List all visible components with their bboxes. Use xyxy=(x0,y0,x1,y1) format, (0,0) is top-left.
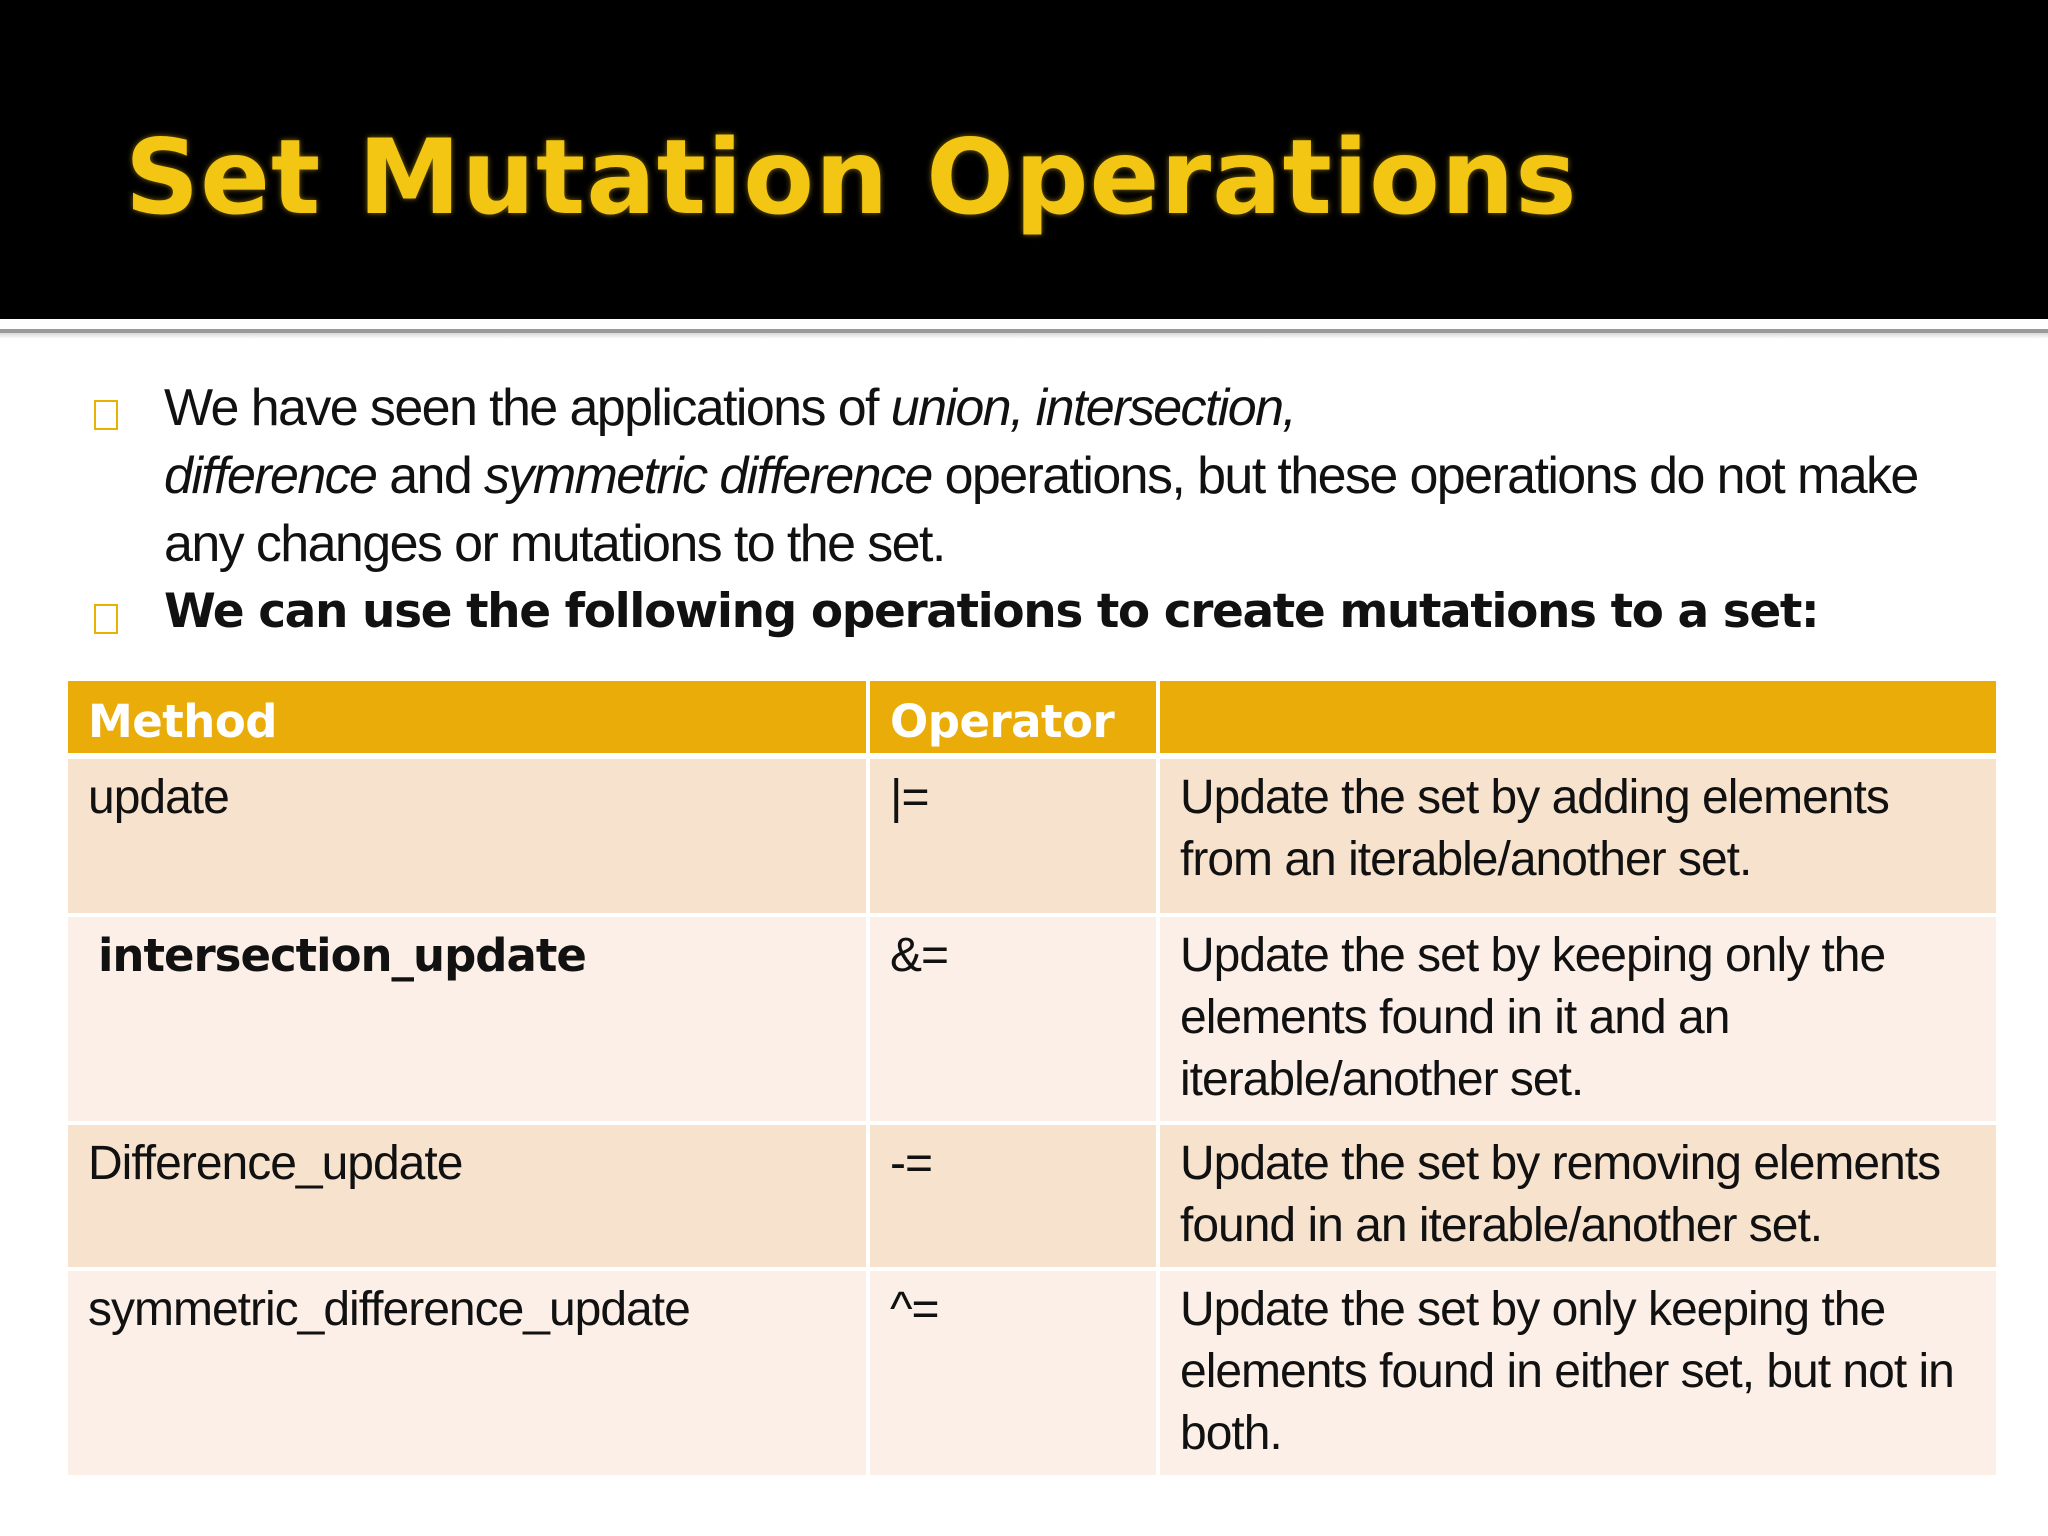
method-cell: update xyxy=(68,759,866,917)
title-bar xyxy=(0,0,2048,319)
bullet-text: and xyxy=(376,447,485,505)
title-divider-shadow xyxy=(0,333,2048,339)
bullet-item-intro xyxy=(92,374,1992,578)
mutation-operations-table xyxy=(68,681,1996,1479)
bullet-italic-difference: difference xyxy=(164,447,377,505)
bullet-italic-union-intersection: union, intersection, xyxy=(890,379,1296,437)
bullet-text: We can use the following operations to create mutations to a set: xyxy=(164,584,1819,639)
table-header-row xyxy=(68,681,1996,759)
bullet-text: operations, but these operations do not make any changes or mutations to the set. xyxy=(164,447,1918,573)
bullet-italic-symmetric-difference: symmetric difference xyxy=(484,447,932,505)
table-row xyxy=(68,1125,1996,1271)
description-cell: Update the set by adding elements from an iterable/another set. xyxy=(1156,759,1996,917)
description-cell: Update the set by keeping only the elements found in it and an iterable/another set. xyxy=(1156,917,1996,1125)
header-description xyxy=(1156,681,1996,759)
operator-cell: |= xyxy=(866,759,1156,917)
operator-cell: &= xyxy=(866,917,1156,1125)
header-operator: Operator xyxy=(866,681,1156,759)
bullet-list xyxy=(92,374,1992,646)
operator-cell: -= xyxy=(866,1125,1156,1271)
description-cell: Update the set by removing elements found in an iterable/another set. xyxy=(1156,1125,1996,1271)
operator-cell: ^= xyxy=(866,1271,1156,1479)
table-row xyxy=(68,917,1996,1125)
description-cell: Update the set by only keeping the elements found in either set, but not in both. xyxy=(1156,1271,1996,1479)
table-row xyxy=(68,759,1996,917)
method-cell: Difference_update xyxy=(68,1125,866,1271)
square-bullet-icon xyxy=(94,604,118,634)
method-cell: symmetric_difference_update xyxy=(68,1271,866,1479)
slide-title: Set Mutation Operations xyxy=(125,118,1578,238)
header-method: Method xyxy=(68,681,866,759)
table-row xyxy=(68,1271,1996,1479)
bullet-item-mutations xyxy=(92,578,1992,646)
method-cell: intersection_update xyxy=(68,917,866,1125)
bullet-text: We have seen the applications of xyxy=(164,379,891,437)
square-bullet-icon xyxy=(94,400,118,430)
